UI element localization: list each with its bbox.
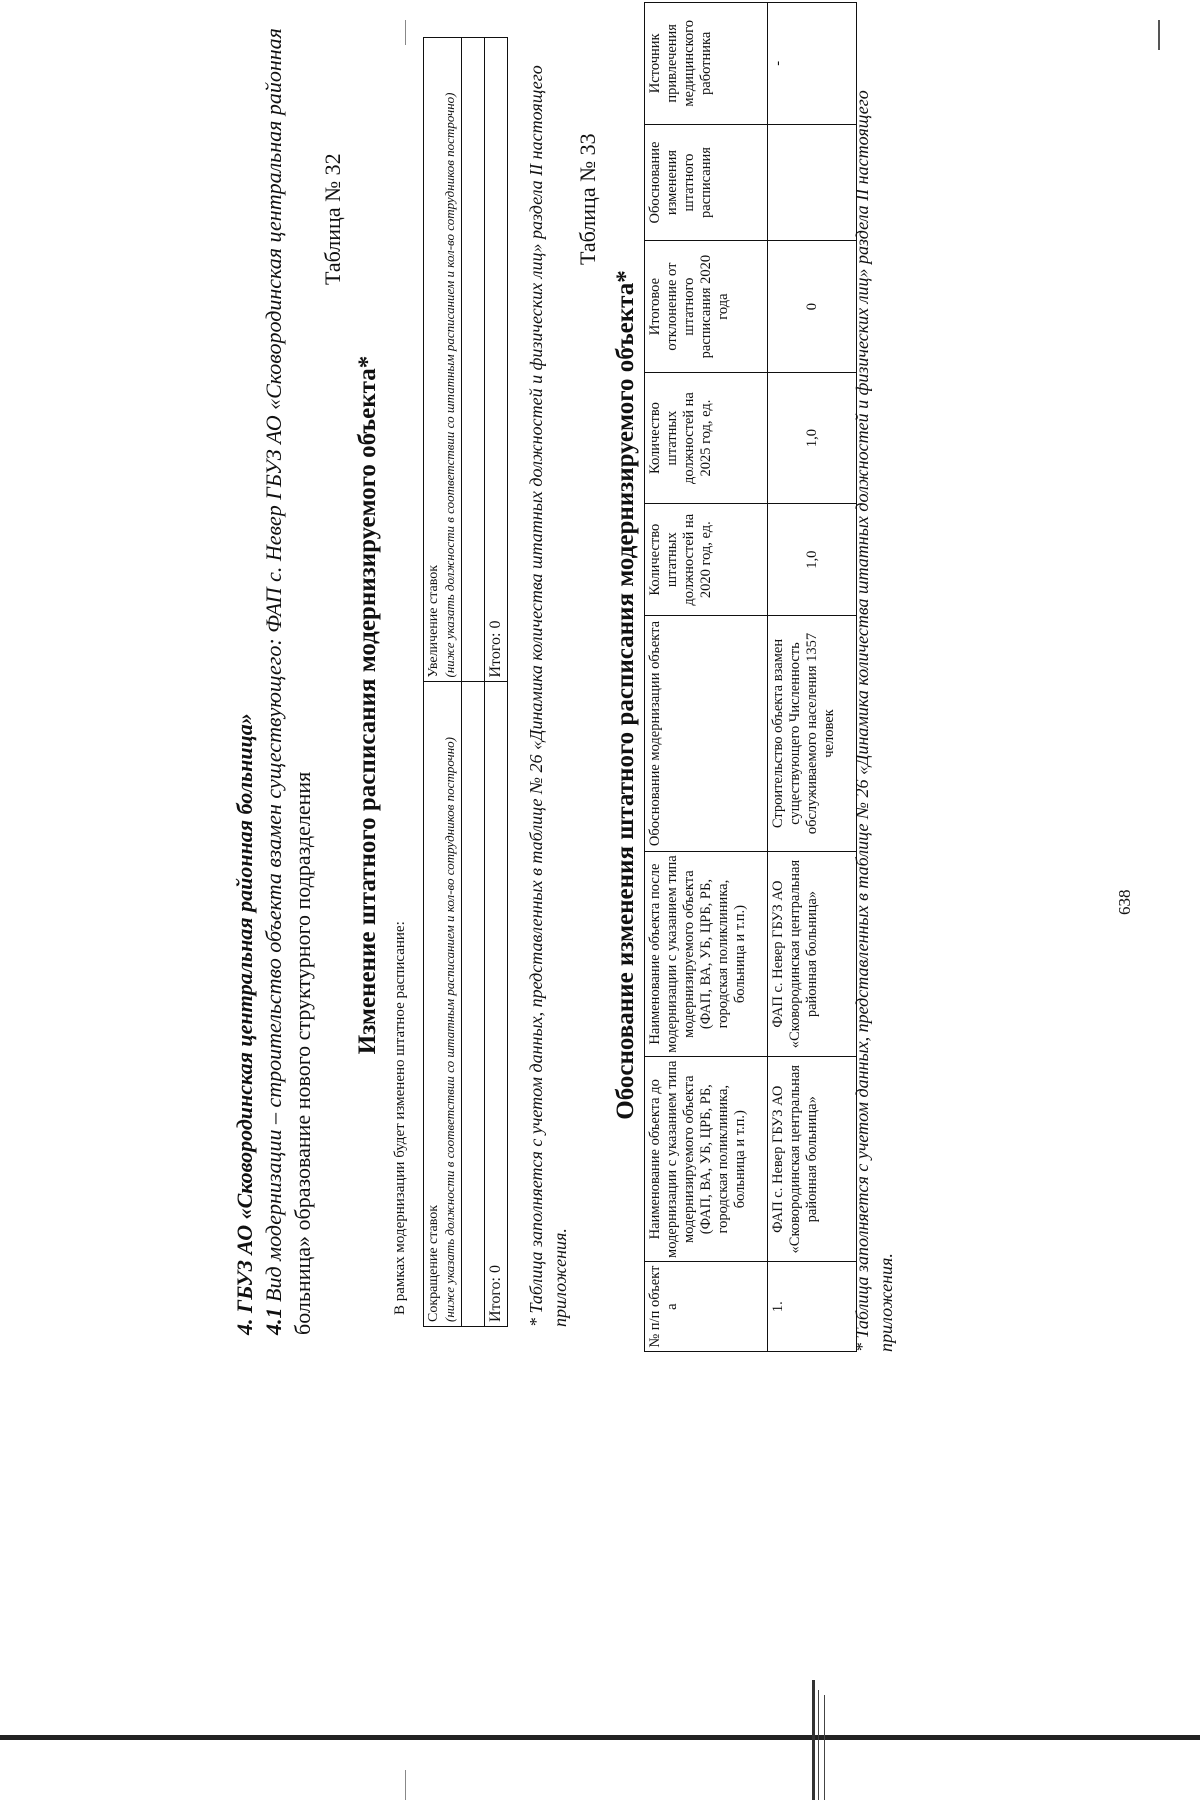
scan-fold-line: [405, 1770, 406, 1800]
table33-cell-deviation: 0: [768, 241, 857, 372]
table33-cell-num: 1.: [768, 1262, 857, 1352]
table32-total-1: Итого: 0: [485, 682, 508, 1327]
table33: [644, 2, 857, 1352]
section-heading: [230, 15, 317, 1335]
table32-col2-header: Увеличение ставок (ниже указать должности в соответствии со штатным расписанием и кол-во сотрудников построчно): [424, 38, 462, 683]
table33-header-count-2025: Количество штатных должностей на 2025 год, ед.: [645, 372, 768, 503]
table33-cell-count-2020: 1,0: [768, 504, 857, 616]
page-number: 638: [1115, 889, 1134, 915]
table32-number: Таблица № 32: [320, 153, 345, 285]
table32-title: Изменение штатного расписания модернизируемого объекта*: [354, 355, 381, 1055]
table32-empty-cell: [462, 682, 485, 1327]
table33-header-source: Источник привлечения медицинского работника: [645, 3, 768, 125]
table33-footnote: * Таблица заполняется с учетом данных, представленных в таблице № 26 «Динамика количества штатных должностей и физических лиц» раздела II настоящего приложения.: [852, 90, 896, 1352]
table32: [423, 37, 508, 1327]
table33-header-name-before: Наименование объекта до модернизации с указанием типа модернизируемого объекта (ФАП, ВА, УБ, ЦРБ, РБ, городская поликлиника, больница и т.п.): [645, 1057, 768, 1262]
table33-cell-name-before: ФАП с. Невер ГБУЗ АО «Сковородинская центральная районная больница»: [768, 1057, 857, 1262]
rotated-page: [230, 20, 1200, 1765]
table33-title: Обоснование изменения штатного расписания модернизируемого объекта*: [612, 270, 639, 1120]
table-row: [768, 3, 857, 1352]
table32-intro: В рамках модернизации будет изменено штатное расписание:: [392, 921, 408, 1315]
table33-header-change-reason: Обоснование изменения штатного расписания: [645, 124, 768, 241]
table32-total-2: Итого: 0: [485, 38, 508, 683]
table33-header-deviation: Итоговое отклонение от штатного расписания 2020 года: [645, 241, 768, 372]
table33-header-justification: Обоснование модернизации объекта: [645, 616, 768, 852]
heading-line-3: больница» образование нового структурного подразделения: [290, 771, 315, 1335]
table33-header-name-after: Наименование объекта после модернизации с указанием типа модернизируемого объекта (ФАП, ВА, УБ, ЦРБ, РБ, городская поликлиника, больница и т.п.): [645, 851, 768, 1056]
table33-cell-justification: Строительство объекта взамен существующего Численность обслуживаемого населения 1357 человек: [768, 616, 857, 852]
heading-line-2: 4.1 Вид модернизации – строительство объекта взамен существующего: ФАП с. Невер ГБУЗ АО «Сковородинская центральная районная: [261, 28, 286, 1335]
table32-footnote: * Таблица заполняется с учетом данных, представленных в таблице № 26 «Динамика количества штатных должностей и физических лиц» раздела II настоящего приложения.: [526, 65, 570, 1327]
table33-cell-name-after: ФАП с. Невер ГБУЗ АО «Сковородинская центральная районная больница»: [768, 851, 857, 1056]
table33-header-num: № п/п объект а: [645, 1262, 768, 1352]
heading-line-1: 4. ГБУЗ АО «Сковородинская центральная районная больница»: [232, 713, 257, 1335]
table32-empty-cell: [462, 38, 485, 683]
table33-cell-source: -: [768, 3, 857, 125]
table33-header-count-2020: Количество штатных должностей на 2020 год, ед.: [645, 504, 768, 616]
table33-cell-count-2025: 1,0: [768, 372, 857, 503]
table32-col1-header: Сокращение ставок (ниже указать должности в соответствии со штатным расписанием и кол-во сотрудников построчно): [424, 682, 462, 1327]
table33-cell-change-reason: [768, 124, 857, 241]
table33-number: Таблица № 33: [575, 133, 600, 265]
